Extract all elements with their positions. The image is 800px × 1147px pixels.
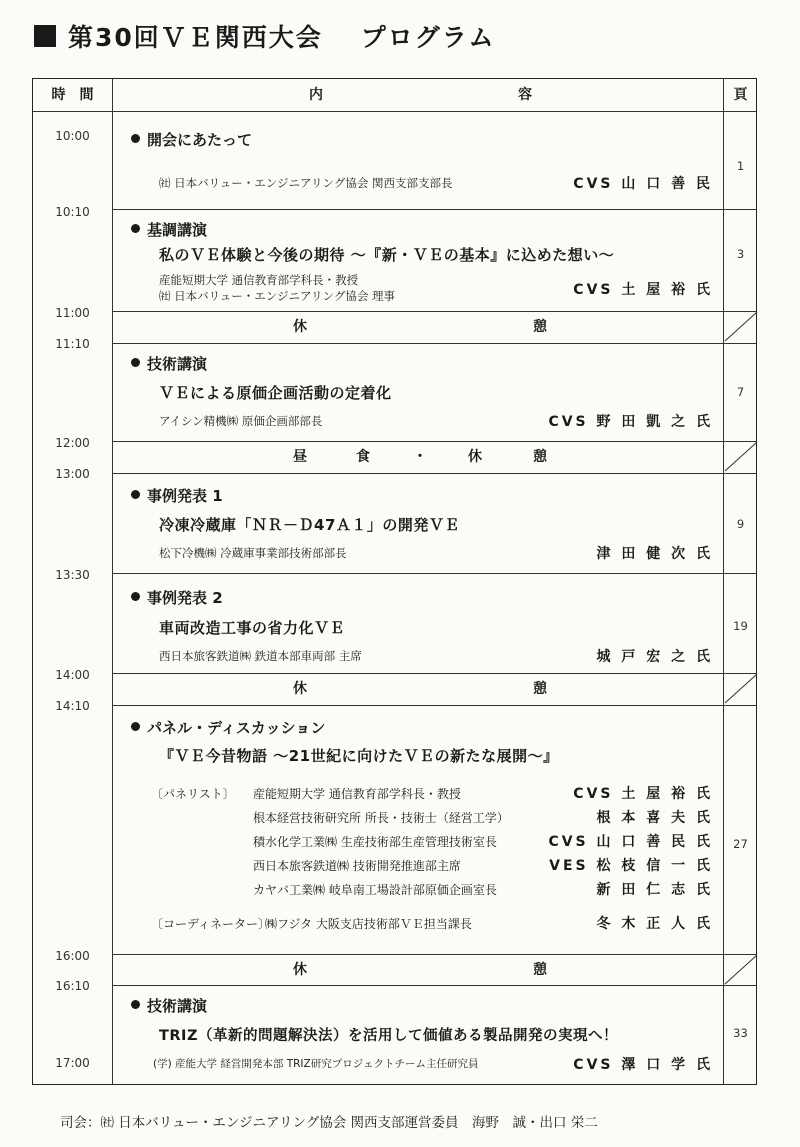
break-char: 休 [293, 319, 307, 335]
header-content-a: 内 [309, 87, 323, 103]
break-char: 休 [468, 449, 482, 465]
coordinator-affiliation: ㈱フジタ 大阪支店技術部ＶＥ担当課長 [265, 917, 472, 931]
panel-subtitle: 『ＶＥ今昔物語 ～21世紀に向けたＶＥの新たな展開～』 [159, 747, 559, 765]
time-label: 14:10 [55, 699, 90, 713]
panelist-affiliation: 根本経営技術研究所 所長・技術士（経営工学） [253, 811, 509, 825]
panelist-name: 新 田 仁 志 氏 [596, 882, 713, 898]
bullet-icon [131, 490, 140, 499]
bullet-icon [131, 358, 140, 367]
schedule-table [32, 78, 757, 1085]
time-label: 13:00 [55, 467, 90, 481]
session-page: 1 [736, 159, 745, 173]
bullet-icon [131, 722, 140, 731]
session-speaker: CVS 土 屋 裕 氏 [573, 282, 713, 298]
break-char: 憩 [533, 449, 547, 465]
lunch-break-row [113, 441, 723, 473]
time-label: 11:00 [55, 306, 90, 320]
bullet-icon [131, 592, 140, 601]
session-affiliation: 産能短期大学 通信教育部学科長・教授 [159, 273, 359, 287]
time-label: 10:00 [55, 129, 90, 143]
break-char: 憩 [533, 962, 547, 978]
coordinator-name: 冬 木 正 人 氏 [596, 916, 713, 932]
break-row [113, 311, 723, 343]
panelist-affiliation: 西日本旅客鉄道㈱ 技術開発推進部主席 [253, 859, 461, 873]
title-text: 第30回ＶＥ関西大会 [68, 23, 323, 52]
session-speaker: CVS 野 田 凱 之 氏 [548, 414, 713, 430]
panel-title: パネル・ディスカッション [131, 717, 325, 738]
panelist-name: 根 本 喜 夫 氏 [596, 810, 713, 826]
break-char: ・ [413, 449, 427, 465]
session-title: 技術講演 [131, 995, 207, 1016]
session-speaker: 津 田 健 次 氏 [596, 546, 713, 562]
session-speaker: CVS 澤 口 学 氏 [573, 1057, 713, 1073]
session-page: 19 [733, 619, 748, 633]
time-label: 14:00 [55, 668, 90, 682]
session-page: 33 [733, 1026, 748, 1040]
panelist-affiliation: カヤバ工業㈱ 岐阜南工場設計部原価企画室長 [253, 883, 497, 897]
session-block [113, 985, 723, 1085]
session-affiliation: (学) 産能大学 経営開発本部 TRIZ研究プロジェクトチーム主任研究員 [153, 1058, 479, 1070]
time-label: 17:00 [55, 1056, 90, 1070]
title-suffix: プログラム [360, 23, 496, 52]
panelist-name: VES 松 枝 信 一 氏 [549, 858, 713, 874]
session-subtitle: 私のＶＥ体験と今後の期待 ～『新・ＶＥの基本』に込めた想い～ [159, 246, 615, 264]
header-page: 頁 [733, 87, 748, 103]
time-label: 13:30 [55, 568, 90, 582]
session-page: 3 [736, 247, 745, 261]
session-block [113, 573, 723, 673]
break-char: 憩 [533, 319, 547, 335]
bullet-icon [131, 134, 140, 143]
session-subtitle: ＶＥによる原価企画活動の定着化 [159, 384, 392, 402]
break-char: 昼 [293, 449, 307, 465]
panelist-label: 〔パネリスト〕 [151, 787, 235, 801]
session-page: 7 [736, 385, 745, 399]
page-header [34, 18, 496, 54]
break-char: 憩 [533, 681, 547, 697]
session-title: 技術講演 [131, 353, 207, 374]
coordinator-label: 〔コーディネーター〕 [151, 917, 271, 931]
panel-block [113, 705, 723, 954]
session-block [113, 473, 723, 573]
time-label: 16:00 [55, 949, 90, 963]
panel-page: 27 [733, 837, 748, 851]
break-char: 食 [356, 449, 370, 465]
session-block [113, 343, 723, 441]
session-subtitle: TRIZ（革新的問題解決法）を活用して価値ある製品開発の実現へ！ [159, 1028, 618, 1044]
bullet-icon [131, 1000, 140, 1009]
not-applicable-slash [723, 311, 758, 342]
session-speaker: 城 戸 宏 之 氏 [596, 649, 713, 665]
session-title: 事例発表 1 [131, 485, 223, 506]
panelist-name: CVS 山 口 善 民 氏 [548, 834, 713, 850]
session-subtitle: 車両改造工事の省力化ＶＥ [159, 619, 346, 637]
header-content-b: 容 [518, 87, 532, 103]
session-subtitle: 冷凍冷蔵庫「ＮＲ－Ｄ47Ａ１」の開発ＶＥ [159, 516, 460, 534]
time-label: 10:10 [55, 205, 90, 219]
session-affiliation: 西日本旅客鉄道㈱ 鉄道本部車両部 主席 [159, 649, 362, 663]
time-label: 16:10 [55, 979, 90, 993]
time-label: 12:00 [55, 436, 90, 450]
not-applicable-slash [723, 673, 758, 704]
break-row [113, 673, 723, 705]
break-char: 休 [293, 681, 307, 697]
session-affiliation: ㈳ 日本バリュー・エンジニアリング協会 理事 [159, 289, 395, 303]
column-divider [723, 79, 724, 1084]
session-title: 開会にあたって [131, 129, 252, 150]
panelist-affiliation: 産能短期大学 通信教育部学科長・教授 [253, 787, 461, 801]
not-applicable-slash [723, 954, 758, 985]
session-speaker: CVS 山 口 善 民 [573, 176, 713, 192]
footer-moderators: 司会：㈳ 日本バリュー・エンジニアリング協会 関西支部運営委員 海野 誠・出口 栄二 [60, 1115, 598, 1131]
session-affiliation: 松下冷機㈱ 冷蔵庫事業部技術部部長 [159, 546, 347, 560]
session-title: 基調講演 [131, 219, 207, 240]
square-bullet-icon [34, 25, 56, 47]
session-block [113, 111, 723, 209]
break-row [113, 954, 723, 986]
session-affiliation: アイシン精機㈱ 原価企画部部長 [159, 414, 323, 428]
session-page: 9 [736, 517, 745, 531]
session-affiliation: ㈳ 日本バリュー・エンジニアリング協会 関西支部支部長 [159, 176, 453, 190]
bullet-icon [131, 224, 140, 233]
session-title: 事例発表 2 [131, 587, 223, 608]
panelist-name: CVS 土 屋 裕 氏 [573, 786, 713, 802]
time-label: 11:10 [55, 337, 90, 351]
header-time: 時 間 [51, 87, 94, 103]
not-applicable-slash [723, 441, 758, 472]
page-title [68, 18, 496, 54]
break-char: 休 [293, 962, 307, 978]
panelist-affiliation: 積水化学工業㈱ 生産技術部生産管理技術室長 [253, 835, 497, 849]
session-block [113, 209, 723, 311]
